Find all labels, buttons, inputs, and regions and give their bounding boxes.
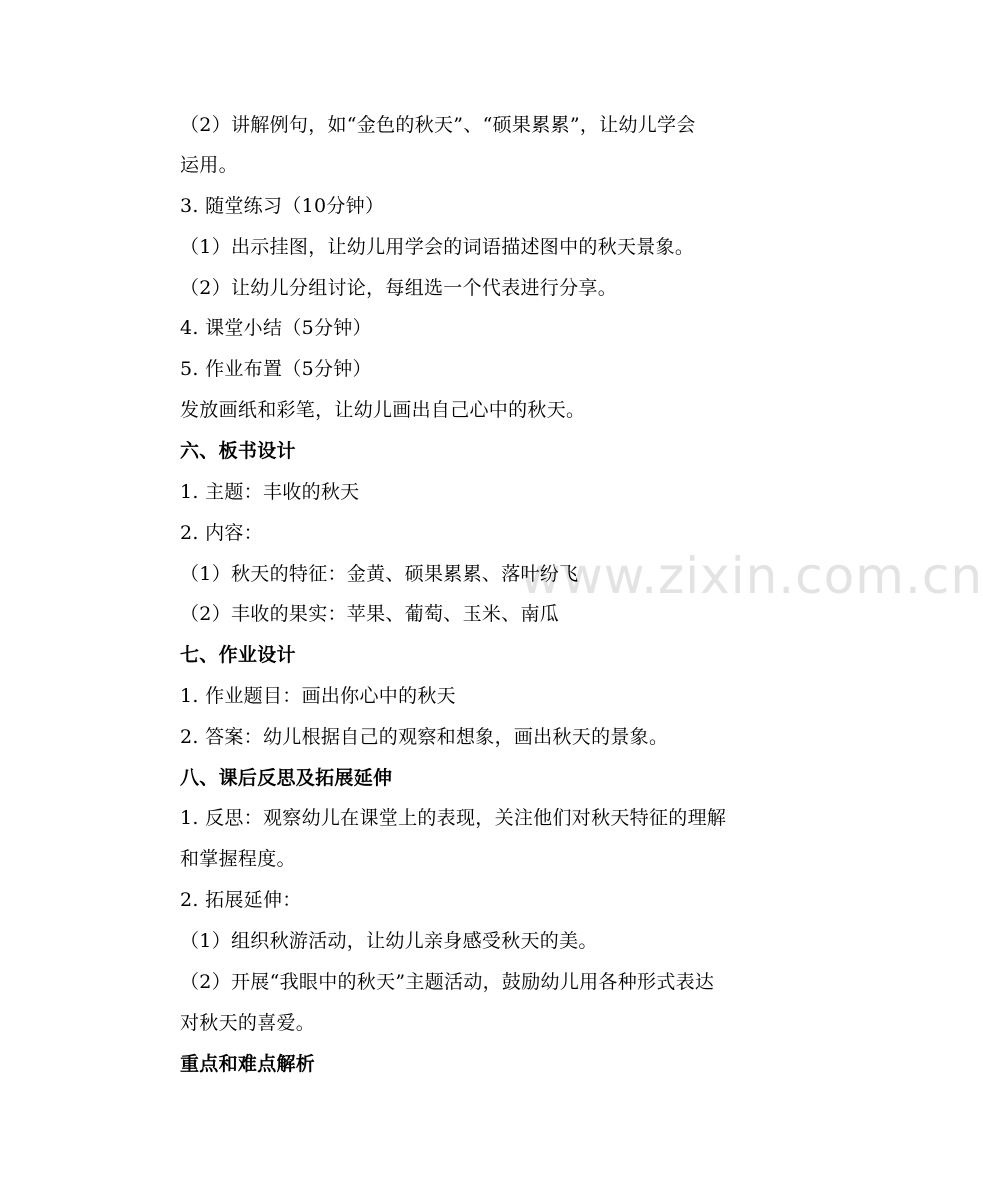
section-heading: 六、板书设计 [180,440,296,462]
text-line: （2）开展“我眼中的秋天”主题活动，鼓励幼儿用各种形式表达 [180,971,715,993]
text-line: 3. 随堂练习（10分钟） [180,195,385,217]
text-line: 2. 内容： [180,522,263,544]
text-line: （2）丰收的果实：苹果、葡萄、玉米、南瓜 [180,603,560,625]
text-line: 对秋天的喜爱。 [180,1012,316,1034]
text-line: 运用。 [180,154,238,176]
text-line: （1）秋天的特征：金黄、硕果累累、落叶纷飞 [180,563,579,585]
text-line: 2. 答案：幼儿根据自己的观察和想象，画出秋天的景象。 [180,726,669,748]
watermark: www.zixin.com.cn [520,547,983,605]
text-line: 1. 主题：丰收的秋天 [180,481,360,503]
text-line: 4. 课堂小结（5分钟） [180,317,372,339]
text-line: 1. 作业题目：画出你心中的秋天 [180,685,456,707]
text-line: （1）出示挂图，让幼儿用学会的词语描述图中的秋天景象。 [180,236,695,258]
text-line: 2. 拓展延伸： [180,889,302,911]
text-line: （1）组织秋游活动，让幼儿亲身感受秋天的美。 [180,930,598,952]
section-heading: 七、作业设计 [180,644,296,666]
text-line: （2）讲解例句，如“金色的秋天”、“硕果累累”，让幼儿学会 [180,114,696,136]
text-line: （2）让幼儿分组讨论，每组选一个代表进行分享。 [180,277,617,299]
text-line: 1. 反思：观察幼儿在课堂上的表现，关注他们对秋天特征的理解 [180,807,727,829]
section-heading: 重点和难点解析 [180,1053,316,1075]
text-line: 发放画纸和彩笔，让幼儿画出自己心中的秋天。 [180,399,586,421]
text-line: 和掌握程度。 [180,848,296,870]
text-line: 5. 作业布置（5分钟） [180,358,372,380]
section-heading: 八、课后反思及拓展延伸 [180,767,393,789]
